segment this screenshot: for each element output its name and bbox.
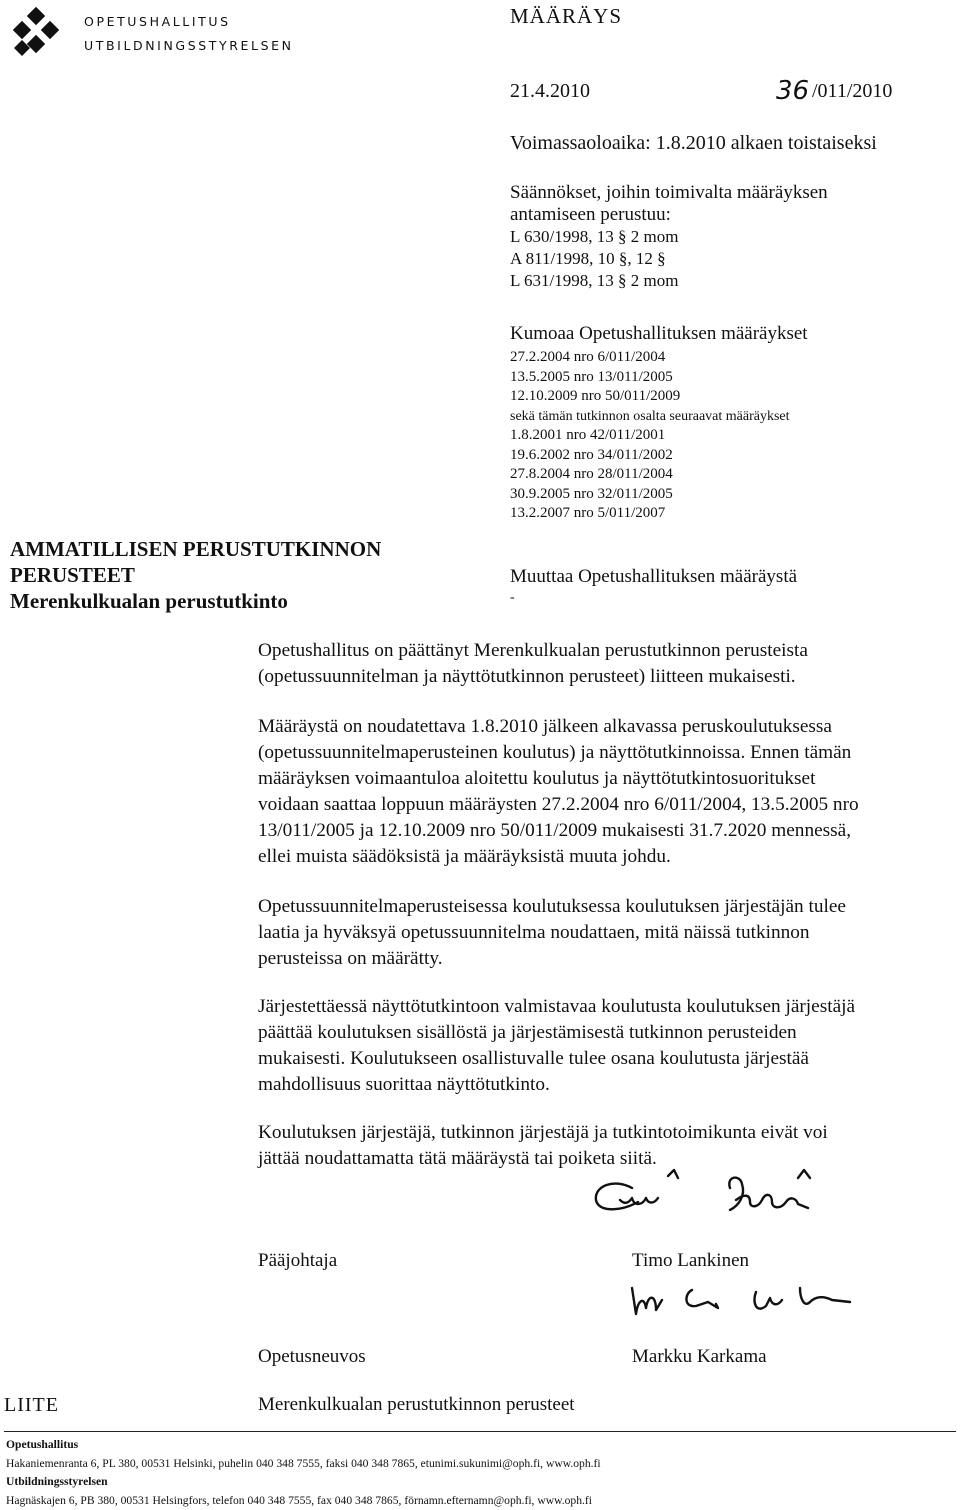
paragraph-line: voidaan saattaa loppuun määräysten 27.2.2004 nro 6/011/2004, 13.5.2005 nro (258, 792, 958, 818)
regulation-subject (10, 536, 381, 614)
oph-logo (4, 4, 68, 64)
org-name-finnish: OPETUSHALLITUS (84, 14, 231, 29)
subject-line: PERUSTEET (10, 562, 381, 588)
paragraph-line: päättää koulutuksen sisällöstä ja järjestämisestä tutkinnon perusteiden (258, 1020, 958, 1046)
document-number-handwritten: 36 (776, 76, 809, 106)
amends-value: - (510, 590, 515, 606)
footer-contact (6, 1436, 601, 1510)
paragraph-line: määräyksen voimaantuloa aloitettu koulutus ja näyttötutkintosuoritukset (258, 766, 958, 792)
repeals-heading: Kumoaa Opetushallituksen määräykset (510, 322, 808, 346)
legal-basis-item: L 631/1998, 13 § 2 mom (510, 270, 828, 292)
org-name-swedish: UTBILDNINGSSTYRELSEN (84, 38, 294, 53)
handwritten-signatures (560, 1160, 960, 1360)
repeals-item: 12.10.2009 nro 50/011/2009 (510, 387, 808, 407)
legal-basis-item: A 811/1998, 10 §, 12 § (510, 248, 828, 270)
body-paragraph (258, 994, 958, 1098)
repeals-item: 13.5.2005 nro 13/011/2005 (510, 368, 808, 388)
paragraph-line: 13/011/2005 ja 12.10.2009 nro 50/011/2009 mukaisesti 31.7.2020 mennessä, (258, 818, 958, 844)
paragraph-line: Määräystä on noudatettava 1.8.2010 jälkeen alkavassa peruskoulutuksessa (258, 714, 958, 740)
footer-address-finnish: Hakaniemenranta 6, PL 380, 00531 Helsinki, puhelin 040 348 7555, faksi 040 348 7865, etunimi.sukunimi@oph.fi, www.oph.fi (6, 1455, 601, 1474)
legal-basis (510, 182, 828, 292)
footer-org-swedish: Utbildningsstyrelsen (6, 1473, 601, 1492)
paragraph-line: ellei muista säädöksistä ja määräyksistä muuta johdu. (258, 844, 958, 870)
legal-basis-intro: Säännökset, joihin toimivalta määräyksen (510, 182, 828, 204)
paragraph-line: Järjestettäessä näyttötutkintoon valmistavaa koulutusta koulutuksen järjestäjä (258, 994, 958, 1020)
repealed-regulations (510, 322, 808, 524)
amends-heading: Muuttaa Opetushallituksen määräystä (510, 566, 797, 588)
subject-line: Merenkulkualan perustutkinto (10, 588, 381, 614)
paragraph-line: Koulutuksen järjestäjä, tutkinnon järjestäjä ja tutkintotoimikunta eivät voi (258, 1120, 958, 1146)
attachment-label: LIITE (4, 1394, 59, 1417)
repeals-item: 13.2.2007 nro 5/011/2007 (510, 504, 808, 524)
repeals-item: 27.2.2004 nro 6/011/2004 (510, 348, 808, 368)
signer-title: Pääjohtaja (258, 1250, 337, 1272)
signer-name: Timo Lankinen (632, 1250, 749, 1272)
document-date: 21.4.2010 (510, 80, 590, 103)
legal-basis-item: L 630/1998, 13 § 2 mom (510, 226, 828, 248)
subject-line: AMMATILLISEN PERUSTUTKINNON (10, 536, 381, 562)
body-paragraph (258, 638, 958, 690)
repeals-item: 30.9.2005 nro 32/011/2005 (510, 485, 808, 505)
repeals-note: sekä tämän tutkinnon osalta seuraavat määräykset (510, 407, 808, 427)
paragraph-line: Opetushallitus on päättänyt Merenkulkualan perustutkinnon perusteista (258, 638, 958, 664)
document-type: MÄÄRÄYS (510, 4, 622, 29)
signer-name: Markku Karkama (632, 1346, 767, 1368)
paragraph-line: (opetussuunnitelman ja näyttötutkinnon perusteet) liitteen mukaisesti. (258, 664, 958, 690)
legal-basis-intro: antamiseen perustuu: (510, 204, 828, 226)
paragraph-line: Opetussuunnitelmaperusteisessa koulutuksessa koulutuksen järjestäjän tulee (258, 894, 958, 920)
paragraph-line: perusteissa on määrätty. (258, 946, 958, 972)
attachment-title: Merenkulkualan perustutkinnon perusteet (258, 1394, 575, 1416)
paragraph-line: laatia ja hyväksyä opetussuunnitelma noudattaen, mitä näissä tutkinnon (258, 920, 958, 946)
repeals-item: 27.8.2004 nro 28/011/2004 (510, 465, 808, 485)
footer-address-swedish: Hagnäskajen 6, PB 380, 00531 Helsingfors, telefon 040 348 7555, fax 040 348 7865, förnamn.efternamn@oph.fi, www.oph.fi (6, 1492, 601, 1510)
repeals-item: 19.6.2002 nro 34/011/2002 (510, 446, 808, 466)
body-paragraph (258, 714, 958, 870)
paragraph-line: mahdollisuus suorittaa näyttötutkinto. (258, 1072, 958, 1098)
paragraph-line: (opetussuunnitelmaperusteinen koulutus) ja näyttötutkinnoissa. Ennen tämän (258, 740, 958, 766)
paragraph-line: jättää noudattamatta tätä määräystä tai poiketa siitä. (258, 1146, 958, 1172)
signer-title: Opetusneuvos (258, 1346, 366, 1368)
document-number: /011/2010 (812, 80, 892, 103)
validity-period: Voimassaoloaika: 1.8.2010 alkaen toistaiseksi (510, 132, 877, 155)
body-paragraph (258, 894, 958, 972)
footer-divider (4, 1431, 956, 1432)
footer-org-finnish: Opetushallitus (6, 1436, 601, 1455)
repeals-item: 1.8.2001 nro 42/011/2001 (510, 426, 808, 446)
paragraph-line: mukaisesti. Koulutukseen osallistuvalle tulee osana koulutusta järjestää (258, 1046, 958, 1072)
